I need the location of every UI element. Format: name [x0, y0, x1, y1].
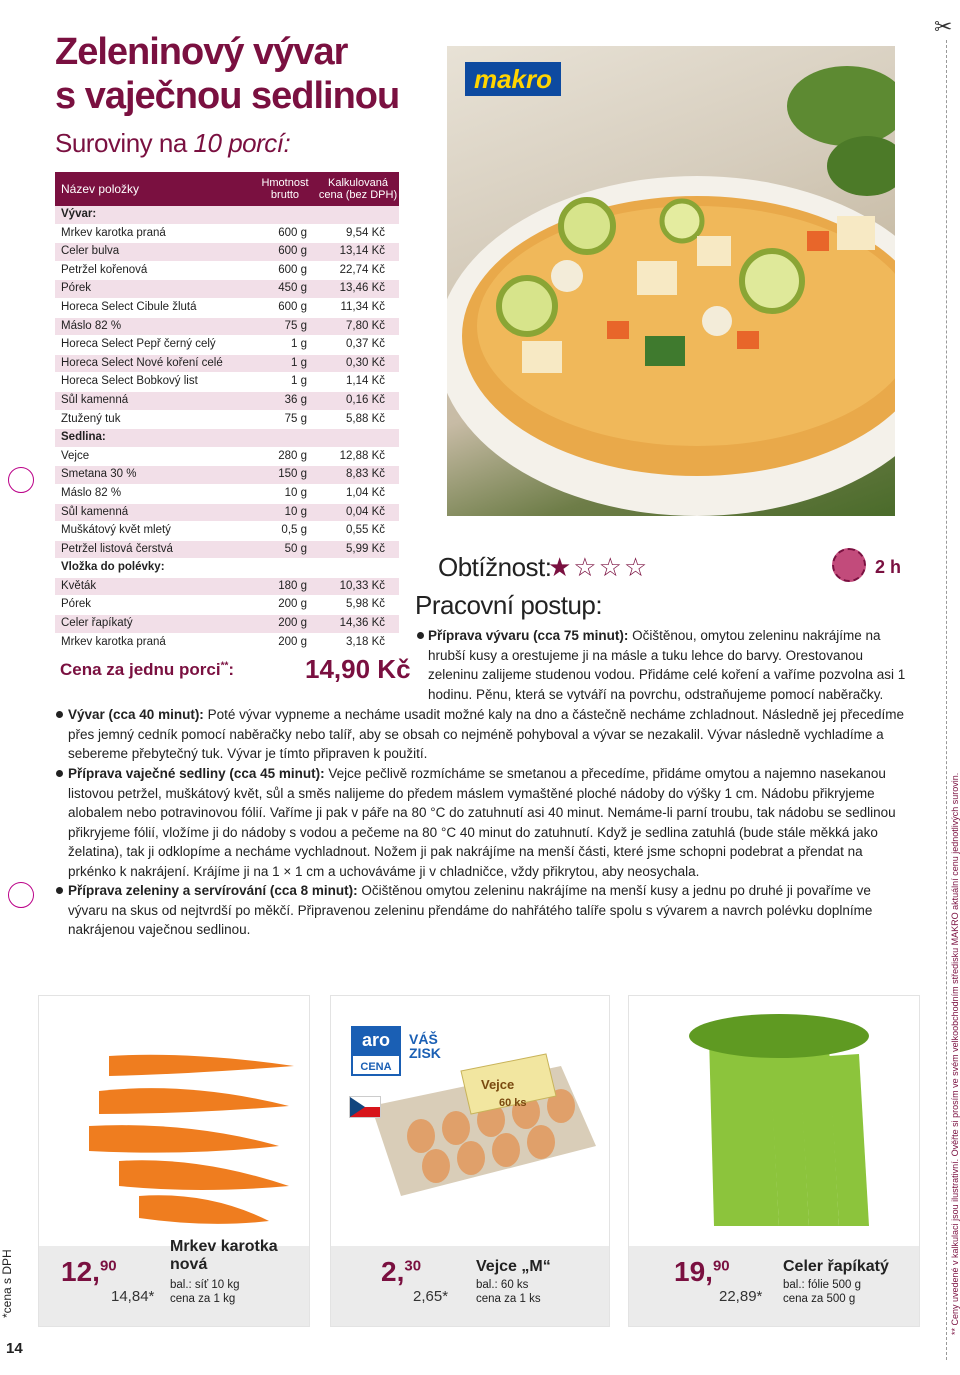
cell-weight: 450 g — [278, 282, 307, 295]
price-dec: 90 — [99, 1257, 117, 1275]
product-name-l2: nová — [170, 1256, 208, 1273]
cell-name: Petržel listová čerstvá — [61, 542, 173, 555]
cell-weight: 280 g — [278, 449, 307, 462]
carton-count: 60 ks — [499, 1097, 527, 1109]
cell-name: Sůl kamenná — [61, 505, 129, 518]
product-info — [476, 1278, 541, 1306]
header-weight — [255, 177, 315, 201]
price-int: 2, — [381, 1256, 405, 1287]
clock-icon — [832, 548, 866, 582]
table-body — [55, 206, 399, 652]
cell-name: Sedlina: — [61, 431, 106, 444]
vat-note: *cena s DPH — [0, 1249, 14, 1318]
portion-price-text: Cena za jednu porci — [60, 660, 221, 679]
product-celery — [628, 995, 920, 1327]
cell-weight: 180 g — [278, 579, 307, 592]
cell-name: Petržel kořenová — [61, 263, 148, 276]
cell-weight: 75 g — [284, 319, 307, 332]
step-2-title: Vývar (cca 40 minut): — [68, 707, 204, 722]
carton-label: Vejce — [481, 1077, 515, 1092]
product-info — [783, 1278, 861, 1306]
cena-badge: CENA — [351, 1054, 401, 1076]
cell-name: Máslo 82 % — [61, 486, 122, 499]
makro-logo: makro — [465, 62, 561, 96]
recipe-title-line1: Zeleninový vývar — [55, 31, 348, 73]
table-row — [55, 615, 399, 634]
cell-weight: 600 g — [278, 300, 307, 313]
table-row — [55, 541, 399, 560]
cell-weight: 75 g — [284, 412, 307, 425]
product-price-tag — [39, 1238, 309, 1326]
cell-price: 9,54 Kč — [346, 226, 385, 239]
cell-name: Horeca Select Bobkový list — [61, 375, 198, 388]
recipe-title — [55, 30, 399, 118]
step-2 — [68, 705, 906, 764]
header-price — [317, 177, 399, 201]
header-name: Název položky — [61, 182, 140, 196]
table-row — [55, 225, 399, 244]
badge-zisk: ZISK — [409, 1045, 441, 1061]
cell-name: Vývar: — [61, 208, 97, 220]
cell-price: 0,04 Kč — [346, 505, 385, 518]
cell-name: Ztužený tuk — [61, 412, 121, 425]
aro-badge: aro — [351, 1026, 401, 1054]
cut-line — [946, 40, 947, 1360]
bullet-icon — [417, 632, 424, 639]
table-row — [55, 373, 399, 392]
table-row — [55, 634, 399, 653]
carrot-image — [39, 996, 309, 1241]
badge-vas: VÁŠ — [409, 1031, 438, 1047]
difficulty-label: Obtížnost: — [438, 552, 552, 582]
table-row — [55, 448, 399, 467]
scissors-icon: ✂ — [934, 14, 953, 39]
product-unit: cena za 1 kg — [170, 1293, 236, 1305]
cell-name: Horeca Select Nové koření celé — [61, 356, 223, 369]
cell-price: 13,14 Kč — [339, 245, 385, 258]
cell-price: 0,55 Kč — [346, 524, 385, 537]
product-price-tag — [331, 1246, 609, 1326]
difficulty-stars: ★☆☆☆ — [548, 552, 650, 582]
cell-weight: 10 g — [284, 486, 307, 499]
cell-name: Celer bulva — [61, 245, 120, 258]
header-weight-l1: Hmotnost — [261, 177, 309, 189]
cell-weight: 50 g — [284, 542, 307, 555]
step-1-text: Očištěnou, omytou zeleninu nakrájíme na hrubší kusy a orestujeme ji na másle a tuku lehce do barvy. Orestovanou zeleninu zalijeme studenou vodou. Přidáme celé koření a vaříme pozvolna asi 1 hodinu. Pěnu, která se vytváří na povrchu, odstraňujeme pomocí naběračky. — [428, 628, 906, 702]
cell-name: Máslo 82 % — [61, 319, 122, 332]
table-row — [55, 485, 399, 504]
product-price-vat: 2,65* — [413, 1288, 449, 1305]
subtitle-prefix: Suroviny na — [55, 128, 187, 158]
cell-weight: 600 g — [278, 226, 307, 239]
step-2-text: Poté vývar vypneme a necháme usadit možné kaly na dno a částečně necháme zchladnout. Následně jej přecedíme přes jemný cedník pomocí naběračky nebo talíř, aby se obsah co nejméně pohyboval a vývar se nezakalil. Vývar následně vychladíme a sebereme přebytečný tuk. Vývar je tímto připraven k použití. — [68, 707, 904, 761]
cell-name: Celer řapíkatý — [61, 617, 133, 630]
cell-name: Mrkev karotka praná — [61, 635, 166, 648]
product-carrot — [38, 995, 310, 1327]
table-section-row — [55, 429, 399, 448]
product-unit: cena za 500 g — [783, 1293, 856, 1305]
product-unit: cena za 1 ks — [476, 1293, 541, 1305]
portion-price-marker: ** — [220, 660, 229, 672]
table-row — [55, 411, 399, 430]
table-section-row — [55, 206, 399, 225]
cell-price: 13,46 Kč — [339, 282, 385, 295]
product-price-vat: 14,84* — [111, 1288, 155, 1305]
celery-image — [629, 996, 919, 1241]
ingredient-table — [55, 172, 399, 652]
step-4 — [68, 881, 906, 940]
cell-price: 7,80 Kč — [346, 319, 385, 332]
bullet-icon — [56, 711, 63, 718]
cell-weight: 1 g — [291, 338, 307, 351]
cell-price: 10,33 Kč — [339, 579, 385, 592]
vas-zisk-badge — [409, 1032, 441, 1060]
product-price-vat: 22,89* — [719, 1288, 763, 1305]
table-section-row — [55, 559, 399, 578]
disclaimer-note: ** Ceny uvedené v kalkulaci jsou ilustrativní. Ověřte si prosím ve svém velkoobchodním středisku MAKRO aktuální cenu jednotlivých surovin. — [950, 772, 960, 1335]
cell-price: 5,99 Kč — [346, 542, 385, 555]
price-dec: 30 — [404, 1257, 422, 1275]
product-price-tag — [629, 1246, 919, 1326]
cell-weight: 0,5 g — [281, 524, 307, 537]
header-price-l1: Kalkulovaná — [328, 177, 388, 189]
cell-name: Mrkev karotka praná — [61, 226, 166, 239]
table-row — [55, 243, 399, 262]
product-price — [381, 1256, 421, 1288]
table-row — [55, 355, 399, 374]
step-1 — [428, 626, 906, 704]
table-row — [55, 392, 399, 411]
price-int: 12, — [61, 1256, 100, 1287]
cell-name: Pórek — [61, 282, 92, 295]
table-row — [55, 466, 399, 485]
header-price-l2: cena (bez DPH) — [318, 189, 398, 201]
soup-photo — [447, 46, 895, 516]
cell-price: 0,30 Kč — [346, 356, 385, 369]
table-row — [55, 299, 399, 318]
cell-weight: 200 g — [278, 617, 307, 630]
price-int: 19, — [674, 1256, 713, 1287]
product-pack: bal.: síť 10 kg — [170, 1279, 240, 1291]
cell-price: 5,98 Kč — [346, 598, 385, 611]
prep-time: 2 h — [875, 557, 902, 577]
cell-name: Vejce — [61, 449, 90, 462]
cell-name: Horeca Select Pepř černý celý — [61, 338, 216, 351]
bullet-icon — [56, 887, 63, 894]
cell-name: Sůl kamenná — [61, 393, 129, 406]
product-info — [170, 1278, 240, 1306]
product-price — [674, 1256, 730, 1288]
portion-price-label — [60, 660, 234, 680]
product-name-l1: Mrkev karotka — [170, 1238, 278, 1255]
product-name: Celer řapíkatý — [783, 1258, 889, 1275]
step-1-title: Příprava vývaru (cca 75 minut): — [428, 628, 629, 643]
cell-weight: 1 g — [291, 375, 307, 388]
product-pack: bal.: fólie 500 g — [783, 1279, 862, 1291]
cell-weight: 150 g — [278, 468, 307, 481]
cell-price: 0,37 Kč — [346, 338, 385, 351]
cell-name: Horeca Select Cibule žlutá — [61, 300, 197, 313]
table-row — [55, 522, 399, 541]
step-3 — [68, 764, 906, 881]
punch-hole-icon — [8, 882, 34, 908]
cell-name: Smetana 30 % — [61, 468, 137, 481]
product-eggs — [330, 995, 610, 1327]
table-row — [55, 262, 399, 281]
step-4-text: Očištěnou omytou zeleninu nakrájíme na menší kusy a jednu po druhé ji povaříme ve vývaru na skus od nejtvrdší po měkčí. Připravenou zeleninu přendáme do nahřátého talíře spolu s vývarem a navrch polévku doplníme nakrájenou vaječnou sedlinou. — [68, 883, 873, 937]
cell-name: Pórek — [61, 598, 92, 611]
punch-hole-icon — [8, 467, 34, 493]
product-name: Vejce „M“ — [476, 1258, 551, 1275]
page-number: 14 — [6, 1340, 23, 1357]
cell-price: 11,34 Kč — [340, 300, 385, 313]
table-row — [55, 318, 399, 337]
cell-weight: 1 g — [291, 356, 307, 369]
table-row — [55, 280, 399, 299]
step-3-title: Příprava vaječné sedliny (cca 45 minut): — [68, 766, 325, 781]
cell-price: 1,04 Kč — [346, 486, 385, 499]
table-row — [55, 596, 399, 615]
cell-price: 22,74 Kč — [339, 263, 385, 276]
table-row — [55, 336, 399, 355]
price-dec: 90 — [712, 1257, 730, 1275]
portion-price-colon: : — [228, 660, 235, 679]
product-name — [170, 1238, 278, 1274]
step-4-title: Příprava zeleniny a servírování (cca 8 minut): — [68, 883, 358, 898]
cell-price: 3,18 Kč — [346, 635, 385, 648]
cell-price: 5,88 Kč — [346, 412, 385, 425]
product-price — [61, 1256, 117, 1288]
cell-weight: 36 g — [284, 393, 307, 406]
cell-weight: 10 g — [284, 505, 307, 518]
table-header — [55, 172, 399, 206]
soup-illustration — [447, 46, 895, 516]
header-weight-l2: brutto — [270, 189, 300, 201]
bullet-icon — [56, 770, 63, 777]
cell-price: 8,83 Kč — [346, 468, 385, 481]
step-3-text: Vejce pečlivě rozmícháme se smetanou a přecedíme, přidáme omytou a najemno nasekanou listovou petržel, muškátový květ, sůl a směs nalijeme do předem máslem vymaštěné ploché nádoby do výšky 1 cm. Nádobu přikryjeme alobalem nebo potravinovou fólií. Vaříme ji pak v páře na 80 °C do zatuhnutí asi 40 minut. Nemáme-li parní troubu, tak nádobu se sedlinou přikryjeme fólií, vložíme ji do nádoby s vodou a pečeme na 80 °C 40 minut do zatuhnutí. Když je sedlina zatuhlá (bude stále měkká jako želatina), tak ji odklopíme a necháme vychladnout. Nožem ji pak nakrájíme na menší části, které jsme schopni podebrat a přendat na prkénko k nakrájení. Krájíme ji na 1 × 1 cm a uchováváme ji v chladničce, vždy přikrytou, aby neosychala. — [68, 766, 896, 879]
subtitle-portions: 10 porcí: — [193, 128, 291, 158]
table-row — [55, 578, 399, 597]
cell-name: Vložka do polévky: — [61, 561, 165, 574]
cell-weight: 600 g — [278, 263, 307, 276]
cell-weight: 200 g — [278, 598, 307, 611]
czech-flag-icon — [349, 1096, 381, 1118]
cell-price: 0,16 Kč — [346, 393, 385, 406]
cell-price: 14,36 Kč — [339, 617, 385, 630]
method-title: Pracovní postup: — [415, 590, 603, 620]
recipe-title-line2: s vaječnou sedlinou — [55, 75, 400, 117]
cell-price: 1,14 Kč — [346, 375, 385, 388]
cell-price: 12,88 Kč — [339, 449, 385, 462]
cell-weight: 200 g — [278, 635, 307, 648]
ingredients-subtitle — [55, 128, 290, 159]
cell-name: Muškátový květ mletý — [61, 524, 171, 537]
cell-weight: 600 g — [278, 245, 307, 258]
product-pack: bal.: 60 ks — [476, 1279, 529, 1291]
table-row — [55, 504, 399, 523]
cell-name: Květák — [61, 579, 97, 592]
portion-price-value: 14,90 Kč — [305, 654, 411, 684]
